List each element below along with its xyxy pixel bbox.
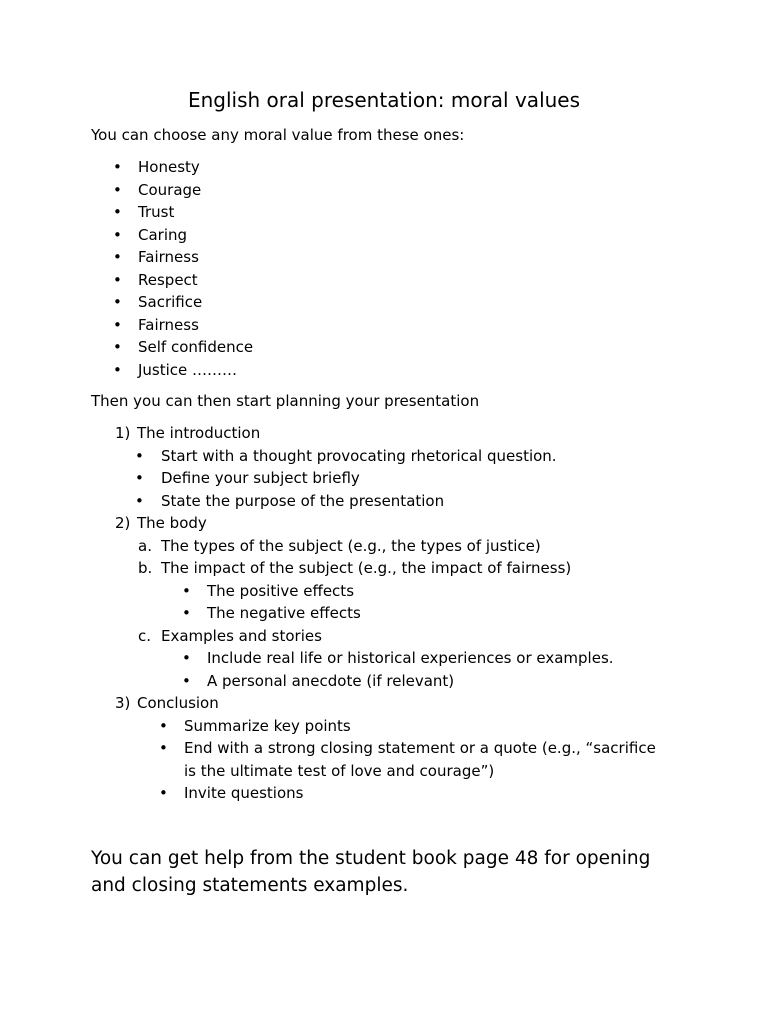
bullet-icon: • — [113, 225, 122, 244]
list-item: • Start with a thought provocating rhetorical question. — [91, 445, 691, 468]
list-item: • Fairness — [91, 314, 253, 337]
list-item: c. Examples and stories — [91, 625, 691, 648]
list-item: b. The impact of the subject (e.g., the impact of fairness) — [91, 557, 691, 580]
number-marker: 3) — [115, 694, 131, 712]
list-item: • Include real life or historical experiences or examples. — [91, 647, 691, 670]
list-item: • Summarize key points — [91, 715, 691, 738]
bullet-icon: • — [113, 248, 122, 266]
bullet-icon: • — [182, 604, 191, 622]
list-item: • Justice ……… — [91, 359, 253, 382]
bullet-icon: • — [182, 581, 191, 600]
list-item: a. The types of the subject (e.g., the types of justice) — [91, 535, 691, 558]
number-marker: 2) — [115, 514, 131, 532]
bullet-icon: • — [135, 469, 144, 487]
bullet-icon: • — [113, 338, 122, 356]
list-item: • State the purpose of the presentation — [91, 490, 691, 513]
moral-values-list — [91, 156, 253, 381]
letter-marker: a. — [138, 536, 152, 555]
bullet-icon: • — [182, 649, 191, 667]
list-item: • Trust — [91, 201, 253, 224]
bullet-icon: • — [159, 716, 168, 735]
outline-item-conclusion — [91, 692, 691, 715]
number-marker: 1) — [115, 424, 131, 442]
help-note: You can get help from the student book page 48 for opening and closing statements examples. — [91, 848, 651, 896]
list-item: • Define your subject briefly — [91, 467, 691, 490]
list-item: • End with a strong closing statement or a quote (e.g., “sacrifice is the ultimate test of love and courage”) — [159, 739, 656, 780]
list-item: • Respect — [91, 269, 253, 292]
presentation-outline — [91, 422, 691, 805]
list-item: • Fairness — [91, 246, 253, 269]
bullet-icon: • — [113, 293, 122, 311]
bullet-icon: • — [113, 203, 122, 221]
list-item: • Caring — [91, 224, 253, 247]
list-item: • A personal anecdote (if relevant) — [91, 670, 691, 693]
letter-marker: b. — [138, 559, 153, 577]
outline-heading: The introduction — [137, 424, 261, 442]
bullet-icon: • — [113, 360, 122, 379]
outline-item-introduction — [91, 422, 691, 445]
bullet-icon: • — [113, 180, 122, 199]
list-item: • Courage — [91, 179, 253, 202]
bullet-icon: • — [113, 158, 122, 176]
bullet-icon: • — [113, 270, 122, 289]
bullet-icon: • — [113, 315, 122, 334]
outline-item-body — [91, 512, 691, 535]
bullet-icon: • — [159, 739, 168, 757]
letter-marker: c. — [138, 626, 152, 645]
bullet-icon: • — [182, 671, 191, 690]
list-item: • The negative effects — [91, 602, 691, 625]
outline-heading: The body — [137, 514, 207, 532]
intro-text: You can choose any moral value from these ones: — [91, 126, 465, 144]
bullet-icon: • — [135, 446, 144, 465]
bullet-icon: • — [159, 784, 168, 802]
bullet-icon: • — [135, 491, 144, 510]
list-item: • Sacrifice — [91, 291, 253, 314]
list-item: • The positive effects — [91, 580, 691, 603]
page-title: English oral presentation: moral values — [187, 88, 581, 112]
list-item: • Honesty — [91, 156, 253, 179]
planning-intro-text: Then you can then start planning your presentation — [91, 392, 480, 410]
list-item: • Invite questions — [91, 782, 691, 805]
outline-heading: Conclusion — [137, 694, 219, 712]
list-item: • Self confidence — [91, 336, 253, 359]
